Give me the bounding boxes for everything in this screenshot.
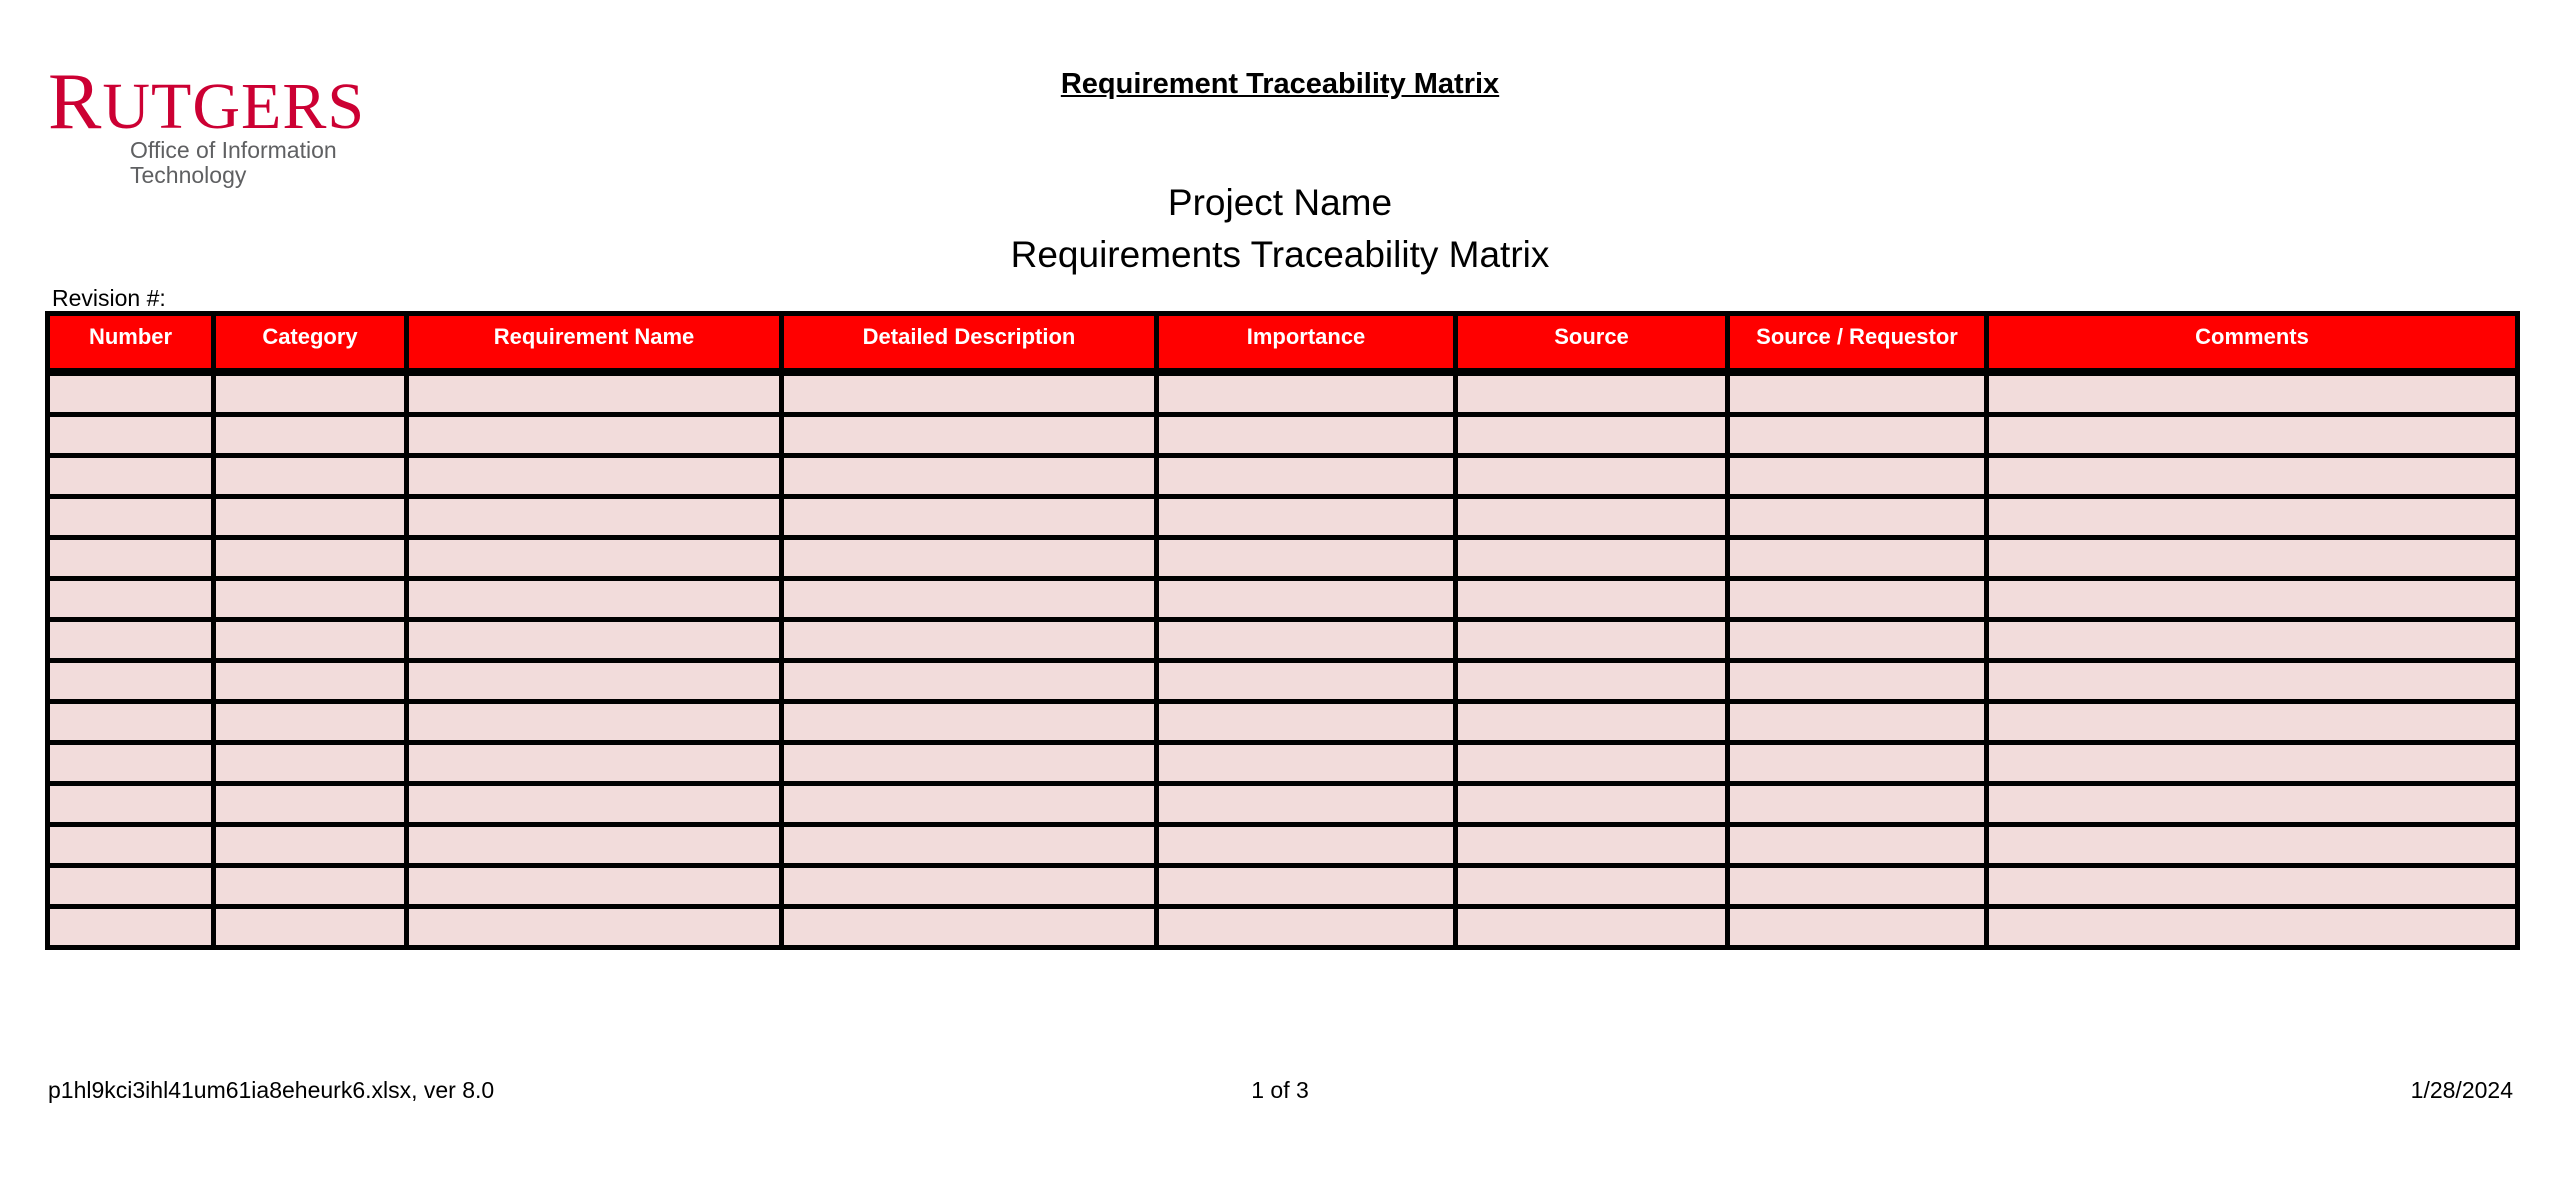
cell-source[interactable] [1456,660,1728,701]
cell-source[interactable] [1456,455,1728,496]
cell-source[interactable] [1456,824,1728,865]
cell-comments[interactable] [1987,742,2518,783]
cell-number[interactable] [48,578,214,619]
logo-subtitle-line2: Technology [130,162,247,188]
document-title: Requirement Traceability Matrix [1060,68,1500,100]
column-header-comments: Comments [1987,314,2518,372]
cell-importance[interactable] [1157,372,1456,415]
cell-comments[interactable] [1987,783,2518,824]
table-row [48,783,2518,824]
cell-source[interactable] [1456,865,1728,906]
cell-requirement-name[interactable] [407,865,782,906]
cell-source-requestor[interactable] [1728,742,1987,783]
cell-detailed-description[interactable] [782,906,1157,947]
cell-source-requestor[interactable] [1728,372,1987,415]
column-header-requirement-name: Requirement Name [407,314,782,372]
table-header-row [48,314,2518,372]
cell-comments[interactable] [1987,865,2518,906]
cell-category[interactable] [214,783,407,824]
cell-number[interactable] [48,824,214,865]
cell-requirement-name[interactable] [407,660,782,701]
cell-detailed-description[interactable] [782,783,1157,824]
cell-detailed-description[interactable] [782,372,1157,415]
cell-requirement-name[interactable] [407,906,782,947]
revision-label: Revision #: [52,285,166,311]
cell-category[interactable] [214,372,407,415]
column-header-category: Category [214,314,407,372]
table-row [48,701,2518,742]
table-row [48,824,2518,865]
cell-comments[interactable] [1987,619,2518,660]
column-header-source: Source [1456,314,1728,372]
cell-category[interactable] [214,455,407,496]
cell-comments[interactable] [1987,537,2518,578]
table-row [48,578,2518,619]
cell-importance[interactable] [1157,865,1456,906]
cell-comments[interactable] [1987,496,2518,537]
cell-detailed-description[interactable] [782,455,1157,496]
table-row [48,865,2518,906]
cell-comments[interactable] [1987,906,2518,947]
cell-detailed-description[interactable] [782,742,1157,783]
table-row [48,660,2518,701]
cell-requirement-name[interactable] [407,496,782,537]
cell-requirement-name[interactable] [407,537,782,578]
cell-importance[interactable] [1157,537,1456,578]
cell-detailed-description[interactable] [782,824,1157,865]
cell-requirement-name[interactable] [407,372,782,415]
column-header-detailed-description: Detailed Description [782,314,1157,372]
footer-date: 1/28/2024 [2410,1077,2513,1103]
table-row [48,414,2518,455]
cell-detailed-description[interactable] [782,578,1157,619]
cell-comments[interactable] [1987,414,2518,455]
cell-number[interactable] [48,537,214,578]
cell-detailed-description[interactable] [782,660,1157,701]
table-row [48,455,2518,496]
cell-category[interactable] [214,537,407,578]
cell-importance[interactable] [1157,742,1456,783]
cell-requirement-name[interactable] [407,619,782,660]
cell-source[interactable] [1456,742,1728,783]
cell-comments[interactable] [1987,824,2518,865]
cell-source[interactable] [1456,578,1728,619]
cell-source-requestor[interactable] [1728,619,1987,660]
cell-importance[interactable] [1157,578,1456,619]
cell-category[interactable] [214,496,407,537]
cell-category[interactable] [214,578,407,619]
cell-source-requestor[interactable] [1728,414,1987,455]
logo-subtitle-line1: Office of Information [130,137,337,163]
cell-source-requestor[interactable] [1728,660,1987,701]
cell-importance[interactable] [1157,783,1456,824]
cell-source-requestor[interactable] [1728,906,1987,947]
column-header-number: Number [48,314,214,372]
cell-source-requestor[interactable] [1728,701,1987,742]
cell-category[interactable] [214,906,407,947]
cell-detailed-description[interactable] [782,496,1157,537]
cell-number[interactable] [48,455,214,496]
cell-number[interactable] [48,619,214,660]
cell-detailed-description[interactable] [782,619,1157,660]
cell-detailed-description[interactable] [782,865,1157,906]
cell-comments[interactable] [1987,701,2518,742]
cell-source[interactable] [1456,372,1728,415]
footer-page-number: 1 of 3 [1251,1077,1309,1103]
cell-detailed-description[interactable] [782,537,1157,578]
table-row [48,742,2518,783]
cell-detailed-description[interactable] [782,414,1157,455]
project-name: Project Name [1167,182,1393,223]
cell-source[interactable] [1456,783,1728,824]
cell-number[interactable] [48,906,214,947]
cell-number[interactable] [48,496,214,537]
cell-category[interactable] [214,660,407,701]
cell-importance[interactable] [1157,455,1456,496]
table-row [48,537,2518,578]
footer-filename: p1hl9kci3ihl41um61ia8eheurk6.xlsx, ver 8.0 [48,1077,495,1103]
cell-source[interactable] [1456,414,1728,455]
cell-requirement-name[interactable] [407,824,782,865]
cell-importance[interactable] [1157,906,1456,947]
cell-comments[interactable] [1987,372,2518,415]
cell-requirement-name[interactable] [407,701,782,742]
cell-category[interactable] [214,701,407,742]
cell-requirement-name[interactable] [407,578,782,619]
column-header-importance: Importance [1157,314,1456,372]
requirements-table [45,311,2520,950]
cell-importance[interactable] [1157,619,1456,660]
cell-source-requestor[interactable] [1728,824,1987,865]
cell-source[interactable] [1456,537,1728,578]
table-row [48,372,2518,415]
cell-source[interactable] [1456,496,1728,537]
cell-category[interactable] [214,742,407,783]
table-body [48,372,2518,948]
rutgers-wordmark: RUTGERS [48,58,366,146]
cell-category[interactable] [214,619,407,660]
cell-category[interactable] [214,865,407,906]
cell-category[interactable] [214,414,407,455]
cell-importance[interactable] [1157,701,1456,742]
cell-number[interactable] [48,414,214,455]
cell-comments[interactable] [1987,660,2518,701]
table-row [48,619,2518,660]
cell-source-requestor[interactable] [1728,496,1987,537]
cell-source[interactable] [1456,619,1728,660]
cell-comments[interactable] [1987,455,2518,496]
table-row [48,906,2518,947]
cell-number[interactable] [48,783,214,824]
cell-source-requestor[interactable] [1728,455,1987,496]
cell-detailed-description[interactable] [782,701,1157,742]
cell-source[interactable] [1456,906,1728,947]
cell-requirement-name[interactable] [407,455,782,496]
cell-source-requestor[interactable] [1728,783,1987,824]
cell-source-requestor[interactable] [1728,865,1987,906]
cell-number[interactable] [48,660,214,701]
cell-source-requestor[interactable] [1728,537,1987,578]
cell-category[interactable] [214,824,407,865]
cell-source-requestor[interactable] [1728,578,1987,619]
cell-number[interactable] [48,372,214,415]
cell-importance[interactable] [1157,496,1456,537]
cell-importance[interactable] [1157,414,1456,455]
column-header-source-requestor: Source / Requestor [1728,314,1987,372]
cell-number[interactable] [48,701,214,742]
cell-source[interactable] [1456,701,1728,742]
cell-requirement-name[interactable] [407,742,782,783]
cell-requirement-name[interactable] [407,783,782,824]
table-row [48,496,2518,537]
cell-number[interactable] [48,865,214,906]
cell-importance[interactable] [1157,824,1456,865]
cell-comments[interactable] [1987,578,2518,619]
cell-number[interactable] [48,742,214,783]
cell-requirement-name[interactable] [407,414,782,455]
matrix-title: Requirements Traceability Matrix [1010,234,1550,275]
cell-importance[interactable] [1157,660,1456,701]
